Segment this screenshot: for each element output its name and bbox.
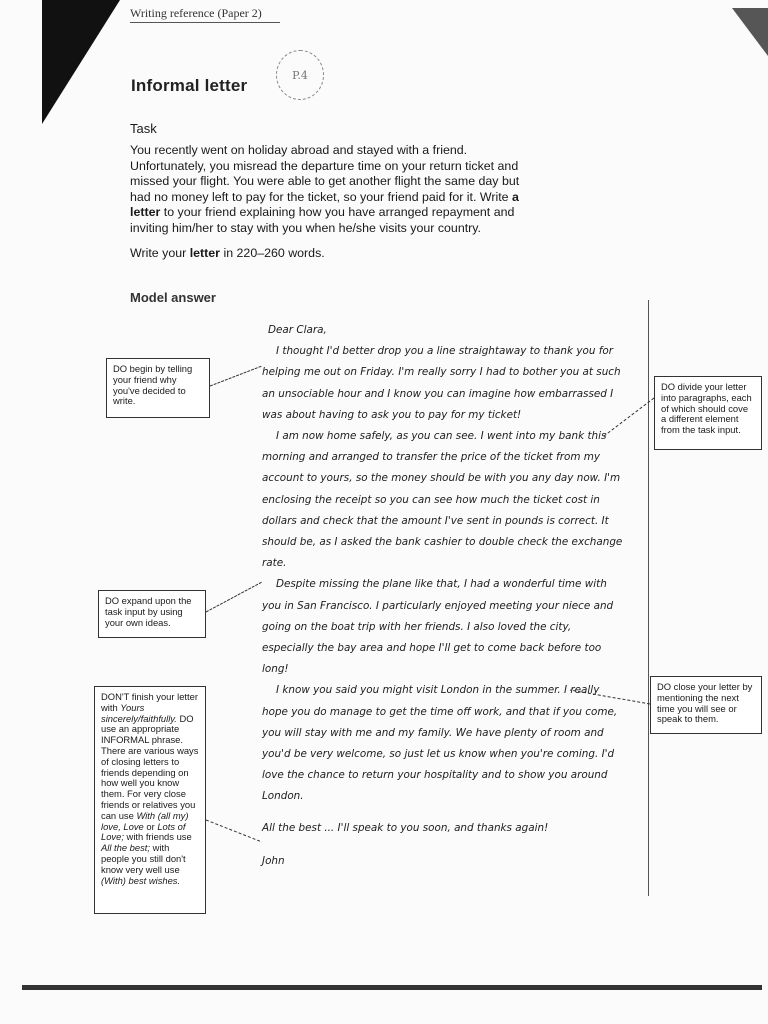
n3-text-b2: or (146, 820, 155, 832)
bottom-rule (22, 985, 762, 990)
task-text-2: to your friend explaining how you have arranged repayment and inviting him/her to stay with you when he/she visits your country. (130, 205, 515, 235)
letter-closing: All the best ... I'll speak to you soon, and thanks again! (262, 821, 549, 834)
running-head: Writing reference (Paper 2) (130, 6, 280, 23)
connector-note-1 (210, 366, 262, 386)
n3-italic-b2: Lots of Love; (101, 820, 186, 843)
letter-greeting: Dear Clara, (268, 324, 327, 336)
letter-paragraph-3: Despite missing the plane like that, I had a wonderful time with you in San Francisco. I particularly enjoyed meeting your niece and going on the boat trip with her friends. I also loved the city, especially the bay area and hope I'll get to come back before too long! (262, 578, 614, 676)
connector-note-3 (206, 820, 262, 842)
connector-note-5 (570, 690, 650, 704)
task-text-1: You recently went on holiday abroad and stayed with a friend. Unfortunately, you misread the departure time on your return ticket and missed your flight. You were able to get another flight the same day but had no money left to pay for the ticket, so your friend paid for it. Write (130, 143, 520, 204)
page-title: Informal letter (131, 76, 248, 95)
letter-paragraph-2: I am now home safely, as you can see. I went into my bank this morning and arranged to transfer the price of the ticket from my account to yours, so the money should be with you any day now. I'm enclosing the receipt so you can see how much the ticket cost in dollars and check that the amount I've sent in pounds is correct. It should be, as I asked the bank cashier to double check the exchange rate. (262, 430, 623, 570)
n3-italic-a: Yours sincerely/faithfully. (101, 701, 177, 724)
n3-text-c: with friends use (126, 831, 192, 843)
tip-box-close-letter: DO close your letter by mentioning the next time you will see or speak to them. (650, 676, 762, 734)
n3-text-b: DO use an appropriate INFORMAL phrase. There are various ways of closing letters to friends depending on how well you know them. For very close friends or relatives you can use (101, 712, 199, 821)
letter-paragraph-4: I know you said you might visit London in the summer. I really hope you do manage to get the time off work, and that if you come, you will stay with me and my family. We have plenty of room and you'd be very welcome, so just let us know when you're coming. I'd love the chance to return your hospitality and to show you around London. (262, 684, 618, 803)
write-post: in 220–260 words. (223, 246, 325, 260)
tip-box-paragraphs: DO divide your letter into paragraphs, each of which should cove a different element from the task input. (654, 376, 762, 450)
n3-italic-b: With (all my) love, Love (101, 809, 189, 832)
tip-box-closing-phrase (94, 686, 206, 914)
model-answer-heading: Model answer (130, 290, 216, 305)
write-bold: letter (189, 246, 220, 260)
task-heading: Task (130, 121, 157, 136)
handwritten-stamp: P.4 (276, 50, 324, 100)
write-pre: Write your (130, 246, 187, 260)
connector-note-4 (604, 398, 654, 436)
letter-paragraph-1: I thought I'd better drop you a line straightaway to thank you for helping me out on Friday. I'm really sorry I had to bother you at such an unsociable hour and I know you can imagine how embarrassed I was about having to ask you to pay for my ticket! (262, 345, 621, 421)
tip-box-expand: DO expand upon the task input by using your own ideas. (98, 590, 206, 638)
n3-italic-c: All the best; (101, 842, 150, 854)
task-bold-letter: a letter (130, 189, 519, 220)
letter-signature: John (262, 854, 285, 867)
n3-text-d: with people you still don't know very well use (101, 842, 186, 875)
tip-box-begin: DO begin by telling your friend why you've decided to write. (106, 358, 210, 418)
n3-italic-d: (With) best wishes. (101, 874, 181, 886)
n3-text-a: DON'T finish your letter with (101, 691, 198, 713)
connector-note-2 (206, 582, 262, 612)
